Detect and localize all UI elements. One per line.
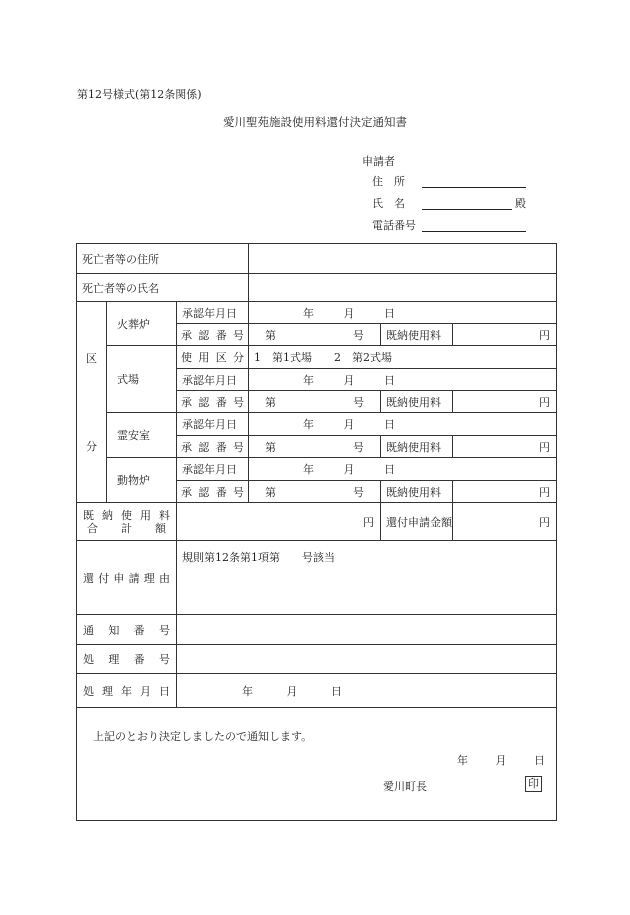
deceased-address-field[interactable]: [249, 244, 557, 274]
form-number: 第12号様式(第12条関係): [77, 88, 202, 101]
crematorium-approval-date[interactable]: 年 月 日: [249, 302, 557, 324]
applicant-label: 申請者: [362, 155, 395, 168]
animal-furnace-approval-date[interactable]: 年 月 日: [249, 458, 557, 481]
notice-number-field[interactable]: [177, 615, 557, 645]
applicant-address-field[interactable]: [422, 187, 526, 188]
closing-section: [77, 708, 557, 821]
applicant-address-row: [372, 173, 526, 189]
paid-fee-label: 既納使用料: [381, 391, 453, 413]
seal-mark: 印: [525, 776, 542, 792]
crematorium-approval-number[interactable]: 第 号: [249, 324, 381, 346]
animal-furnace-label: 動物炉: [107, 458, 177, 503]
process-number-label: 処 理 番 号: [77, 645, 177, 674]
total-paid-fee-label: 既 納 使 用 料 合 計 額: [77, 503, 177, 541]
applicant-name-suffix: 殿: [515, 197, 526, 210]
ceremony-hall-paid-fee[interactable]: 円: [453, 391, 557, 413]
paid-fee-label: 既納使用料: [381, 481, 453, 503]
applicant-address-label: 住 所: [372, 175, 405, 188]
applicant-name-field[interactable]: [422, 209, 512, 210]
approval-number-label: 承 認 番 号: [177, 436, 249, 458]
process-date-field[interactable]: 年 月 日: [177, 674, 557, 708]
applicant-name-row: [372, 195, 526, 211]
process-date-label: 処 理 年 月 日: [77, 674, 177, 708]
approval-number-label: 承 認 番 号: [177, 324, 249, 346]
animal-furnace-approval-number[interactable]: 第 号: [249, 481, 381, 503]
category-label: 区 分: [77, 302, 107, 503]
mortuary-paid-fee[interactable]: 円: [453, 436, 557, 458]
mortuary-label: 霊安室: [107, 413, 177, 458]
ceremony-hall-label: 式場: [107, 346, 177, 413]
refund-reason-label: 還 付 申 請 理 由: [77, 541, 177, 615]
approval-date-label: 承認年月日: [177, 369, 249, 391]
mortuary-approval-number[interactable]: 第 号: [249, 436, 381, 458]
refund-amount-label: 還付申請金額: [381, 503, 453, 541]
total-paid-fee-field[interactable]: 円: [177, 503, 381, 541]
approval-date-label: 承認年月日: [177, 413, 249, 436]
approval-date-label: 承認年月日: [177, 458, 249, 481]
document-title: 愛川聖苑施設使用料還付決定通知書: [223, 115, 407, 129]
refund-form-table: [76, 243, 557, 821]
closing-message: 上記のとおり決定しましたので通知します。: [93, 730, 313, 743]
deceased-name-field[interactable]: [249, 274, 557, 302]
applicant-phone-row: [372, 217, 526, 233]
crematorium-label: 火葬炉: [107, 302, 177, 346]
notice-number-label: 通 知 番 号: [77, 615, 177, 645]
usage-category-label: 使 用 区 分: [177, 346, 249, 369]
refund-amount-field[interactable]: 円: [453, 503, 557, 541]
approval-date-label: 承認年月日: [177, 302, 249, 324]
animal-furnace-paid-fee[interactable]: 円: [453, 481, 557, 503]
hall-options[interactable]: 1 第1式場 2 第2式場: [249, 346, 557, 369]
deceased-name-label: 死亡者等の氏名: [77, 274, 249, 302]
applicant-phone-field[interactable]: [422, 231, 526, 232]
refund-reason-field[interactable]: 規則第12条第1項第 号該当: [177, 541, 557, 615]
process-number-field[interactable]: [177, 645, 557, 674]
closing-date: 年 月 日: [457, 754, 545, 767]
issuer-name: 愛川町長: [383, 780, 427, 793]
ceremony-hall-approval-number[interactable]: 第 号: [249, 391, 381, 413]
ceremony-hall-approval-date[interactable]: 年 月 日: [249, 369, 557, 391]
paid-fee-label: 既納使用料: [381, 436, 453, 458]
mortuary-approval-date[interactable]: 年 月 日: [249, 413, 557, 436]
approval-number-label: 承 認 番 号: [177, 481, 249, 503]
applicant-phone-label: 電話番号: [372, 219, 416, 232]
applicant-name-label: 氏 名: [372, 197, 405, 210]
paid-fee-label: 既納使用料: [381, 324, 453, 346]
deceased-address-label: 死亡者等の住所: [77, 244, 249, 274]
crematorium-paid-fee[interactable]: 円: [453, 324, 557, 346]
approval-number-label: 承 認 番 号: [177, 391, 249, 413]
